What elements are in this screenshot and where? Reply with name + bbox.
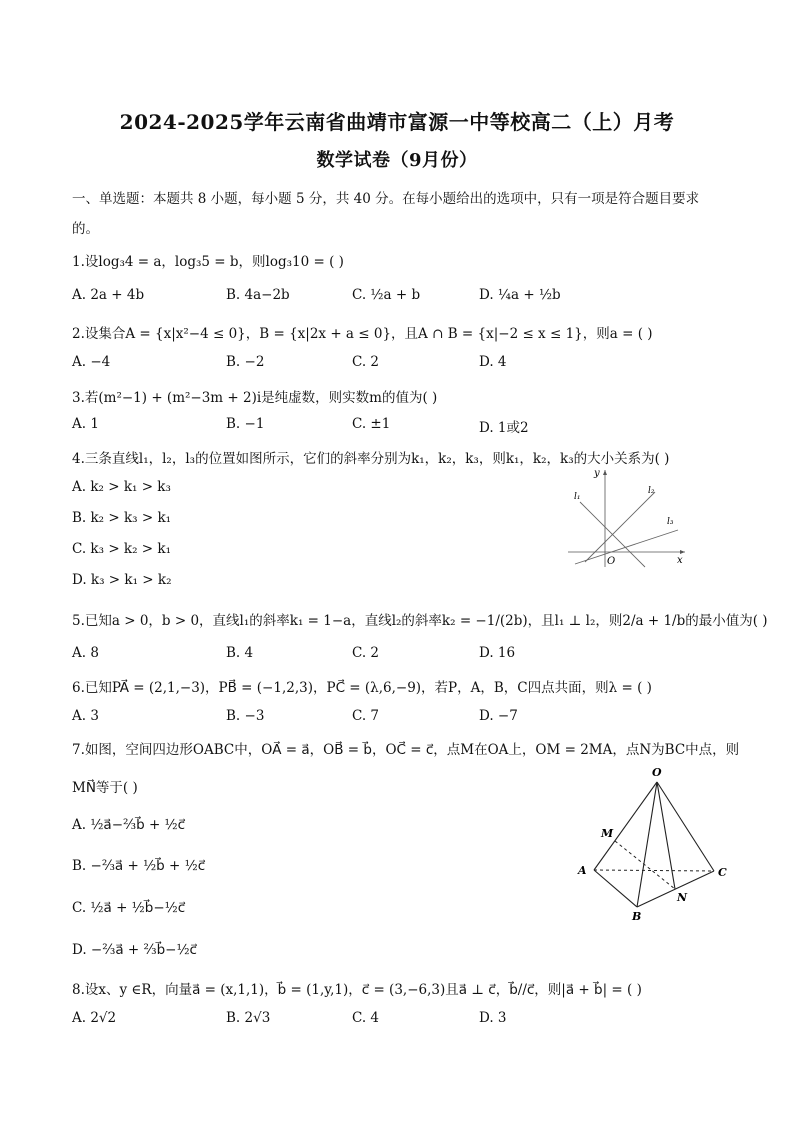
q1-option-a: A. 2a + 4b [72,287,145,303]
q8-option-d: D. 3 [479,1010,507,1026]
q8-option-c: C. 4 [352,1010,380,1026]
q7-option-c: C. ½a⃗ + ½b⃗−½c⃗ [72,900,186,916]
question-7-stem-cont: MN⃗等于( ) [72,780,138,796]
q7-option-a: A. ½a⃗−⅔b⃗ + ½c⃗ [72,817,186,833]
q2-option-b: B. −2 [226,354,265,370]
edge-AC-hidden [594,870,714,871]
q4-option-c: C. k₃ > k₂ > k₁ [72,541,171,557]
x-axis-arrow [680,550,685,554]
q4-option-a: A. k₂ > k₁ > k₃ [72,479,171,495]
q6-option-c: C. 7 [352,708,380,724]
origin-label: O [607,556,616,567]
question-4-stem: 4.三条直线l₁，l₂，l₃的位置如图所示，它们的斜率分别为k₁，k₂，k₃，则k₁，k₂，k₃的大小关系为( ) [72,451,670,467]
q8-option-a: A. 2√2 [72,1010,117,1026]
q2-option-d: D. 4 [479,354,507,370]
point-N-label: N [677,891,688,904]
q3-option-d: D. 1或2 [479,420,529,436]
x-axis-label: x [677,555,683,566]
q3-option-a: A. 1 [72,416,99,432]
l1-label: l₁ [574,492,581,502]
line-l2 [585,492,655,562]
question-1-stem: 1.设log₃4 = a，log₃5 = b，则log₃10 = ( ) [72,254,344,270]
question-2-stem: 2.设集合A = {x|x²−4 ≤ 0}，B = {x|2x + a ≤ 0}，且A ∩ B = {x|−2 ≤ x ≤ 1}，则a = ( ) [72,326,653,342]
edge-OB [637,782,657,907]
vertex-C-label: C [718,866,727,879]
q4-option-d: D. k₃ > k₁ > k₂ [72,572,172,588]
slope-lines-figure [560,462,690,572]
edge-OA [594,782,657,870]
section-header-cont: 的。 [72,221,99,237]
tetrahedron-figure [572,764,732,924]
vertex-O-label: O [652,766,662,779]
q1-option-b: B. 4a−2b [226,287,290,303]
q6-option-b: B. −3 [226,708,265,724]
l3-label: l₃ [667,517,674,527]
y-axis-arrow [603,470,607,475]
vertex-B-label: B [632,910,642,923]
q5-option-d: D. 16 [479,645,516,661]
q3-option-b: B. −1 [226,416,265,432]
q7-option-b: B. −⅔a⃗ + ½b⃗ + ½c⃗ [72,858,206,874]
vertex-A-label: A [578,864,587,877]
edge-OC [657,782,714,871]
q5-option-b: B. 4 [226,645,254,661]
question-3-stem: 3.若(m²−1) + (m²−3m + 2)i是纯虚数，则实数m的值为( ) [72,390,438,406]
exam-title: 2024-2025学年云南省曲靖市富源一中等校高二（上）月考 [119,110,675,134]
q6-option-d: D. −7 [479,708,518,724]
y-axis-label: y [594,468,600,479]
q6-option-a: A. 3 [72,708,99,724]
segment-MN-hidden [615,841,675,889]
edge-BC [637,871,714,907]
q8-option-b: B. 2√3 [226,1010,271,1026]
edge-AB [594,870,637,907]
question-8-stem: 8.设x、y ∈R，向量a⃗ = (x,1,1)，b⃗ = (1,y,1)，c⃗ = (3,−6,3)且a⃗ ⊥ c⃗，b⃗//c⃗，则|a⃗ + b⃗| = ( ) [72,982,642,998]
q2-option-c: C. 2 [352,354,380,370]
q2-option-a: A. −4 [72,354,111,370]
q3-option-c: C. ±1 [352,416,391,432]
question-6-stem: 6.已知PA⃗ = (2,1,−3)，PB⃗ = (−1,2,3)，PC⃗ = (λ,6,−9)，若P，A，B，C四点共面，则λ = ( ) [72,680,652,696]
exam-subtitle: 数学试卷（9月份） [316,150,478,171]
line-l3 [575,530,678,564]
q5-option-c: C. 2 [352,645,380,661]
question-7-stem: 7.如图，空间四边形OABC中，OA⃗ = a⃗，OB⃗ = b⃗，OC⃗ = c⃗，点M在OA上，OM = 2MA，点N为BC中点，则 [72,742,740,758]
segment-ON [657,782,675,889]
q1-option-d: D. ¼a + ½b [479,287,561,303]
q7-option-d: D. −⅔a⃗ + ⅔b⃗−½c⃗ [72,942,197,958]
question-5-stem: 5.已知a > 0，b > 0，直线l₁的斜率k₁ = 1−a，直线l₂的斜率k₂ = −1/(2b)，且l₁ ⊥ l₂，则2/a + 1/b的最小值为( ) [72,613,768,629]
q5-option-a: A. 8 [72,645,99,661]
q1-option-c: C. ½a + b [352,287,421,303]
l2-label: l₂ [648,486,655,496]
section-header: 一、单选题：本题共 8 小题，每小题 5 分，共 40 分。在每小题给出的选项中，只有一项是符合题目要求 [72,191,700,207]
q4-option-b: B. k₂ > k₃ > k₁ [72,510,172,526]
point-M-label: M [601,827,614,840]
